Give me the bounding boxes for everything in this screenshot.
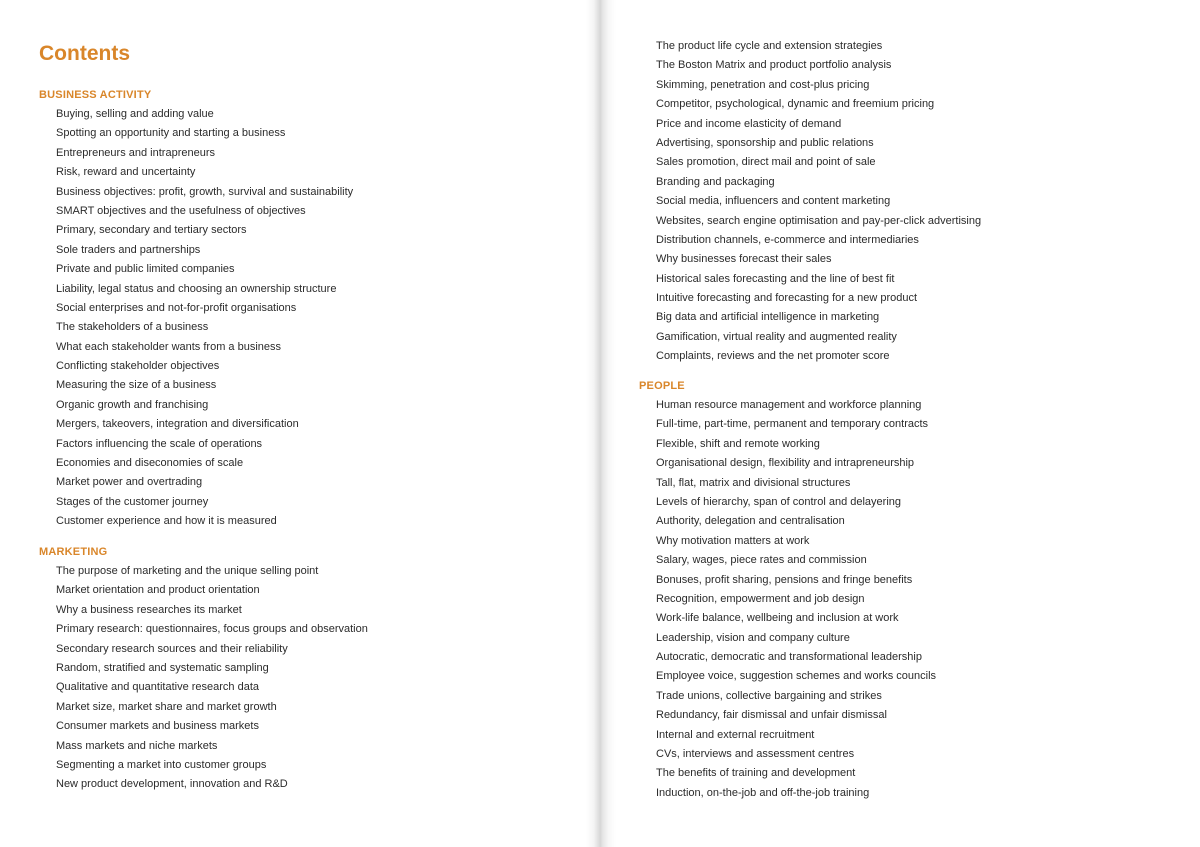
- toc-entry: Qualitative and quantitative research data: [56, 681, 260, 694]
- toc-entry: CVs, interviews and assessment centres: [656, 748, 855, 761]
- toc-entry: Autocratic, democratic and transformational leadership: [656, 651, 922, 664]
- toc-entry: Random, stratified and systematic sampling: [56, 661, 269, 674]
- section-people: [639, 378, 936, 803]
- toc-entry: Branding and packaging: [656, 175, 775, 188]
- toc-entry: Economies and diseconomies of scale: [56, 457, 244, 470]
- toc-entry: Market orientation and product orientation: [56, 584, 260, 597]
- toc-entry: Social media, influencers and content marketing: [656, 195, 891, 208]
- toc-entry: Internal and external recruitment: [656, 728, 815, 741]
- toc-entry: The Boston Matrix and product portfolio analysis: [656, 59, 892, 72]
- toc-entry: Primary research: questionnaires, focus groups and observation: [56, 623, 368, 636]
- toc-entry: Leadership, vision and company culture: [656, 631, 850, 644]
- toc-entry: Advertising, sponsorship and public relations: [656, 136, 874, 149]
- toc-entry: Measuring the size of a business: [56, 379, 217, 392]
- toc-entry: Risk, reward and uncertainty: [56, 166, 196, 179]
- toc-entry: Salary, wages, piece rates and commission: [656, 554, 867, 567]
- toc-entry: Customer experience and how it is measured: [56, 515, 277, 528]
- toc-entry: Liability, legal status and choosing an ownership structure: [56, 282, 337, 295]
- toc-entry: Employee voice, suggestion schemes and works councils: [656, 670, 937, 683]
- section-heading: BUSINESS ACTIVITY: [39, 89, 152, 101]
- toc-entry: Mergers, takeovers, integration and diversification: [56, 418, 299, 431]
- section-heading: MARKETING: [39, 546, 108, 558]
- toc-list: [656, 37, 981, 367]
- toc-entry: Authority, delegation and centralisation: [656, 515, 845, 528]
- toc-entry: Sole traders and partnerships: [56, 243, 201, 256]
- toc-entry: Bonuses, profit sharing, pensions and fringe benefits: [656, 573, 913, 586]
- toc-entry: Skimming, penetration and cost-plus pricing: [656, 78, 870, 91]
- toc-entry: Conflicting stakeholder objectives: [56, 360, 220, 373]
- toc-entry: Why businesses forecast their sales: [656, 253, 832, 266]
- toc-list: [56, 105, 353, 532]
- toc-entry: Market size, market share and market growth: [56, 700, 277, 713]
- toc-entry: Factors influencing the scale of operations: [56, 437, 263, 450]
- section-heading: PEOPLE: [639, 380, 685, 392]
- toc-entry: Full-time, part-time, permanent and temporary contracts: [656, 418, 929, 431]
- section-marketing-continued: [656, 37, 981, 367]
- toc-entry: Stages of the customer journey: [56, 495, 209, 508]
- toc-entry: Historical sales forecasting and the line of best fit: [656, 272, 895, 285]
- toc-entry: Levels of hierarchy, span of control and delayering: [656, 495, 901, 508]
- toc-entry: The product life cycle and extension strategies: [656, 40, 883, 52]
- toc-entry: Social enterprises and not-for-profit organisations: [56, 301, 297, 314]
- toc-entry: Websites, search engine optimisation and pay-per-click advertising: [656, 214, 982, 227]
- toc-entry: Complaints, reviews and the net promoter score: [656, 350, 890, 363]
- toc-entry: Why a business researches its market: [56, 603, 242, 616]
- toc-entry: The stakeholders of a business: [56, 321, 209, 334]
- toc-entry: Private and public limited companies: [56, 263, 235, 276]
- left-page: [0, 0, 596, 847]
- toc-entry: Market power and overtrading: [56, 476, 203, 489]
- toc-entry: New product development, innovation and R&D: [56, 778, 288, 791]
- toc-entry: Sales promotion, direct mail and point of sale: [656, 156, 876, 169]
- toc-entry: SMART objectives and the usefulness of objectives: [56, 204, 306, 217]
- toc-entry: Price and income elasticity of demand: [656, 117, 842, 130]
- toc-entry: Secondary research sources and their reliability: [56, 642, 288, 655]
- toc-entry: Big data and artificial intelligence in marketing: [656, 311, 880, 324]
- toc-entry: Segmenting a market into customer groups: [56, 758, 267, 771]
- toc-entry: Gamification, virtual reality and augmented reality: [656, 330, 897, 343]
- toc-entry: The benefits of training and development: [656, 767, 856, 780]
- toc-entry: Flexible, shift and remote working: [656, 437, 820, 450]
- toc-list: [656, 396, 936, 803]
- toc-entry: Competitor, psychological, dynamic and freemium pricing: [656, 98, 935, 111]
- toc-entry: What each stakeholder wants from a business: [56, 340, 282, 353]
- toc-entry: Organisational design, flexibility and intrapreneurship: [656, 457, 915, 470]
- toc-entry: Entrepreneurs and intrapreneurs: [56, 146, 215, 159]
- toc-entry: Business objectives: profit, growth, survival and sustainability: [56, 185, 354, 198]
- toc-entry: Human resource management and workforce planning: [656, 399, 922, 411]
- section-business-activity: [39, 87, 353, 532]
- toc-entry: Tall, flat, matrix and divisional structures: [656, 476, 851, 489]
- toc-entry: Induction, on-the-job and off-the-job training: [656, 786, 870, 799]
- toc-entry: Organic growth and franchising: [56, 398, 209, 411]
- toc-entry: Recognition, empowerment and job design: [656, 592, 865, 605]
- toc-entry: Trade unions, collective bargaining and strikes: [656, 689, 882, 702]
- toc-entry: Work-life balance, wellbeing and inclusion at work: [656, 612, 899, 625]
- toc-entry: The purpose of marketing and the unique selling point: [56, 565, 319, 577]
- toc-entry: Spotting an opportunity and starting a business: [56, 127, 286, 140]
- toc-entry: Why motivation matters at work: [656, 534, 810, 547]
- toc-list: [56, 562, 368, 795]
- toc-entry: Redundancy, fair dismissal and unfair dismissal: [656, 709, 887, 722]
- section-marketing: [39, 544, 368, 795]
- toc-entry: Buying, selling and adding value: [56, 108, 214, 120]
- toc-entry: Primary, secondary and tertiary sectors: [56, 224, 247, 237]
- toc-entry: Mass markets and niche markets: [56, 739, 218, 752]
- toc-entry: Distribution channels, e-commerce and intermediaries: [656, 233, 919, 246]
- page-title: Contents: [39, 42, 130, 65]
- toc-entry: Consumer markets and business markets: [56, 720, 259, 733]
- toc-entry: Intuitive forecasting and forecasting for a new product: [656, 292, 918, 305]
